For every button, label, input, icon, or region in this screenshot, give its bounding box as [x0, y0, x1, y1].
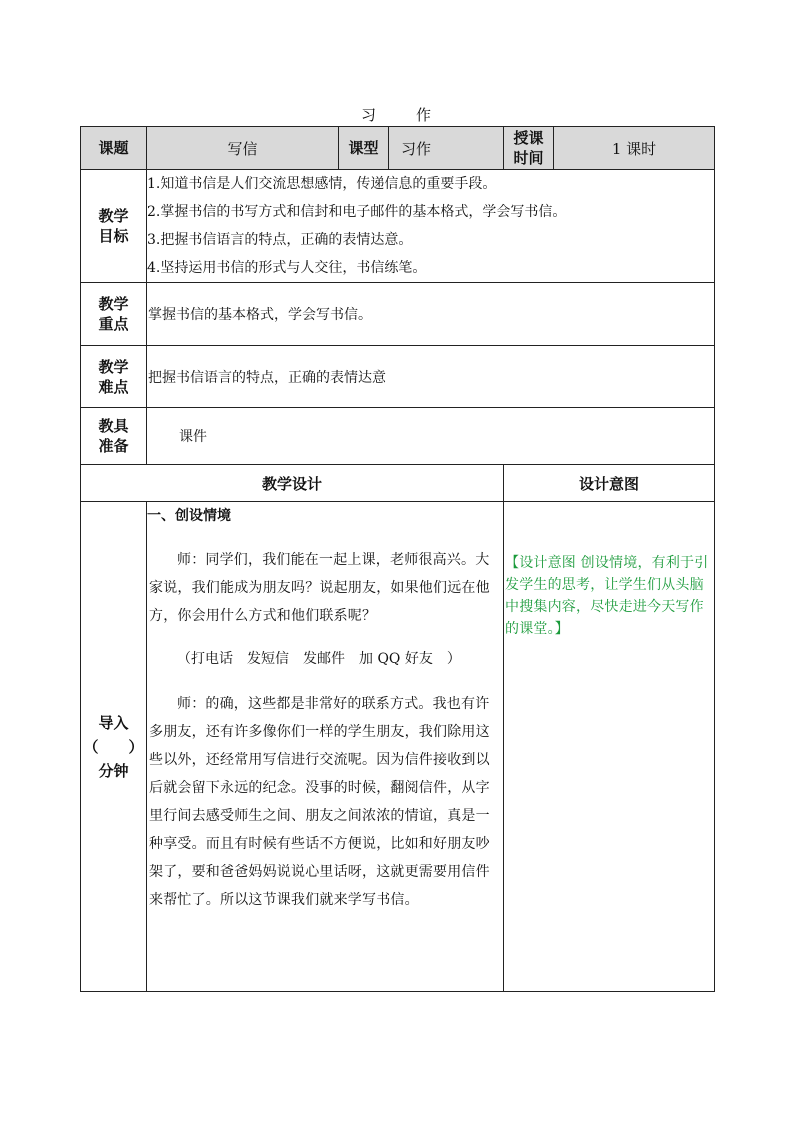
intent-cell [504, 502, 715, 992]
difficulties-label: 教学 难点 [81, 346, 147, 408]
intent-header: 设计意图 [504, 465, 715, 502]
teacher-paragraph-1: 师：同学们，我们能在一起上课，老师很高兴。大家说，我们能成为朋友吗？说起朋友，如果他们远在他方，你会用什么方式和他们联系呢？ [149, 552, 490, 624]
intro-stage-label: 导入 （ ） 分钟 [81, 502, 147, 992]
type-value: 习作 [389, 127, 504, 170]
key-points-label: 教学 重点 [81, 283, 147, 346]
type-label: 课型 [339, 127, 389, 170]
design-header-row [81, 465, 715, 502]
title-char-2: 作 [416, 106, 434, 124]
objective-item: 1.知道书信是人们交流思想感情，传递信息的重要手段。 [147, 176, 497, 192]
intro-stage-row [81, 502, 715, 992]
objectives-row [81, 170, 715, 283]
materials-text: 课件 [147, 408, 715, 465]
header-row [81, 127, 715, 170]
difficulties-row [81, 346, 715, 408]
difficulties-text: 把握书信语言的特点，正确的表情达意 [147, 346, 715, 408]
key-points-text: 掌握书信的基本格式，学会写书信。 [147, 283, 715, 346]
section-title: 一、创设情境 [147, 508, 231, 524]
objective-item: 4.坚持运用书信的形式与人交往，书信练笔。 [147, 260, 427, 276]
time-label: 授课 时间 [504, 127, 554, 170]
document-title [0, 104, 794, 125]
title-char-1: 习 [360, 106, 378, 124]
design-header: 教学设计 [81, 465, 504, 502]
objectives-list [147, 170, 715, 283]
intro-content [147, 502, 504, 992]
objectives-label: 教学 目标 [81, 170, 147, 283]
topic-value: 写信 [147, 127, 339, 170]
time-value: 1 课时 [554, 127, 715, 170]
objective-item: 3.把握书信语言的特点，正确的表情达意。 [147, 232, 413, 248]
contact-options: （打电话 发短信 发邮件 加 QQ 好友 ） [177, 651, 461, 667]
materials-label: 教具 准备 [81, 408, 147, 465]
lesson-plan-table [80, 126, 715, 992]
topic-label: 课题 [81, 127, 147, 170]
materials-row [81, 408, 715, 465]
teacher-paragraph-2: 师：的确，这些都是非常好的联系方式。我也有许多朋友，还有许多像你们一样的学生朋友，我们除用这些以外，还经常用写信进行交流呢。因为信件接收到以后就会留下永远的纪念。没事的时候，翻阅信件，从字里行间去感受师生之间、朋友之间浓浓的情谊，真是一种享受。而且有时候有些话不方便说，比如和好朋友吵架了，要和爸爸妈妈说说心里话呀，这就更需要用信件来帮忙了。所以这节课我们就来学写书信。 [149, 696, 490, 908]
key-points-row [81, 283, 715, 346]
design-intent-text: 【设计意图 创设情境，有利于引发学生的思考，让学生们从头脑中搜集内容，尽快走进今天写作的课堂。】 [505, 555, 709, 637]
objective-item: 2.掌握书信的书写方式和信封和电子邮件的基本格式，学会写书信。 [147, 204, 567, 220]
